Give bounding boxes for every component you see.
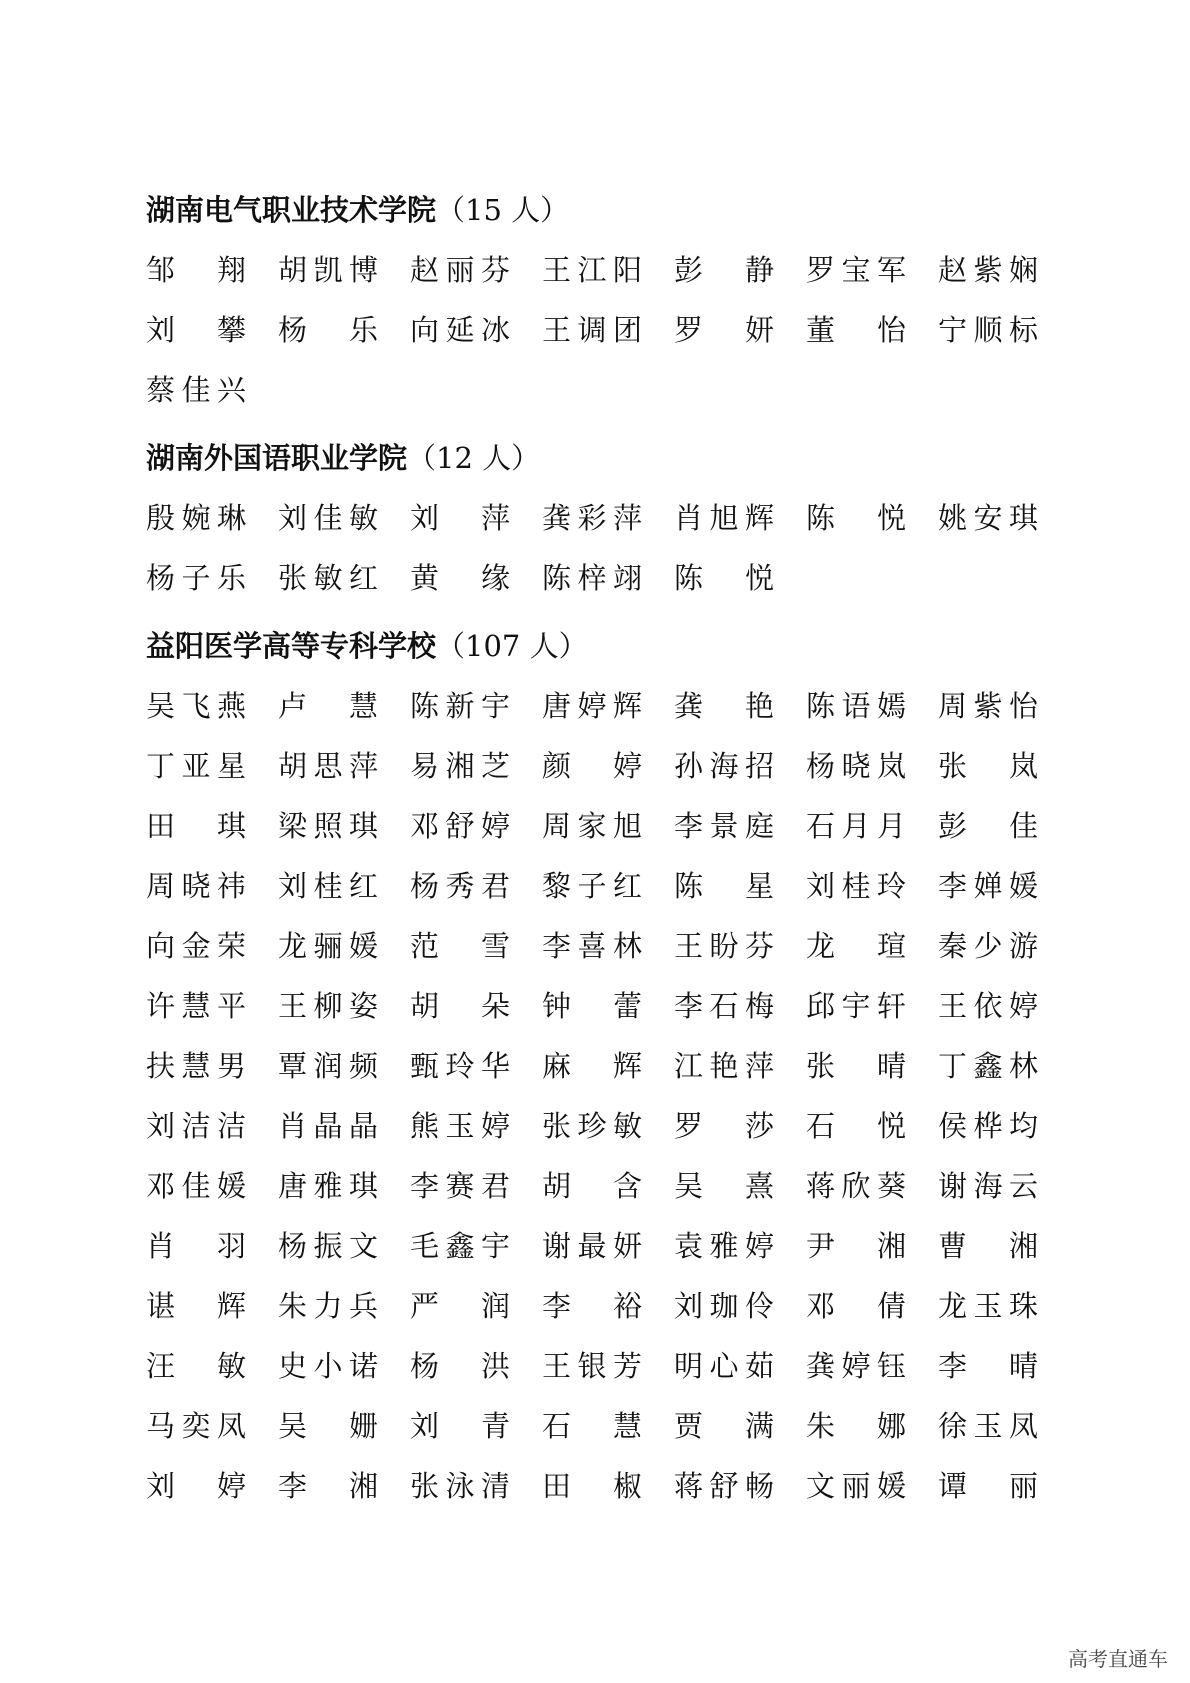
- student-name: 孙 海 招: [674, 749, 774, 783]
- student-name: 唐 雅 琪: [278, 1169, 378, 1203]
- student-name: 龙 玉 珠: [938, 1289, 1038, 1323]
- student-name: 徐 玉 凤: [938, 1409, 1038, 1443]
- student-name: 陈 梓 翊: [542, 561, 642, 595]
- student-name: 王 盼 芬: [674, 929, 774, 963]
- student-name: 尹 湘: [806, 1229, 906, 1263]
- student-name: 易 湘 芝: [410, 749, 510, 783]
- student-name: 罗 宝 军: [806, 253, 906, 287]
- student-name: 殷 婉 琳: [146, 501, 246, 535]
- student-name: 梁 照 琪: [278, 809, 378, 843]
- student-name: 李 裕: [542, 1289, 642, 1323]
- student-name: 史 小 诺: [278, 1349, 378, 1383]
- student-name: 王 柳 姿: [278, 989, 378, 1023]
- student-name: 江 艳 萍: [674, 1049, 774, 1083]
- student-name: 赵 紫 娴: [938, 253, 1038, 287]
- school-heading: [146, 428, 1046, 488]
- student-name: 李 赛 君: [410, 1169, 510, 1203]
- name-grid: [146, 676, 1046, 1516]
- student-name: 汪 敏: [146, 1349, 246, 1383]
- student-name: 石 悦: [806, 1109, 906, 1143]
- student-name: 丁 亚 星: [146, 749, 246, 783]
- student-name: 肖 晶 晶: [278, 1109, 378, 1143]
- student-name: 邓 倩: [806, 1289, 906, 1323]
- student-name: 胡 含: [542, 1169, 642, 1203]
- student-name: 石 月 月: [806, 809, 906, 843]
- student-name: 董 怡: [806, 313, 906, 347]
- student-name: 谢 海 云: [938, 1169, 1038, 1203]
- student-count: （12 人）: [407, 441, 541, 475]
- student-name: 李 石 梅: [674, 989, 774, 1023]
- student-name: 丁 鑫 林: [938, 1049, 1038, 1083]
- name-grid: [146, 240, 1046, 420]
- student-name: 彭 佳: [938, 809, 1038, 843]
- student-name: 熊 玉 婷: [410, 1109, 510, 1143]
- student-name: 黎 子 红: [542, 869, 642, 903]
- student-name: 刘 佳 敏: [278, 501, 378, 535]
- student-name: 胡 凯 博: [278, 253, 378, 287]
- student-name: 谢 最 妍: [542, 1229, 642, 1263]
- student-name: 向 金 荣: [146, 929, 246, 963]
- student-name: 文 丽 媛: [806, 1469, 906, 1503]
- student-name: 刘 洁 洁: [146, 1109, 246, 1143]
- student-name: 宁 顺 标: [938, 313, 1038, 347]
- student-name: 邹 翔: [146, 253, 246, 287]
- student-name: 李 晴: [938, 1349, 1038, 1383]
- student-name: 李 景 庭: [674, 809, 774, 843]
- school-section: [146, 428, 1046, 608]
- student-name: 谌 辉: [146, 1289, 246, 1323]
- student-name: 颜 婷: [542, 749, 642, 783]
- student-name: 刘 桂 红: [278, 869, 378, 903]
- student-name: 陈 悦: [806, 501, 906, 535]
- student-name: 肖 旭 辉: [674, 501, 774, 535]
- student-name: 王 调 团: [542, 313, 642, 347]
- student-name: 李 婵 媛: [938, 869, 1038, 903]
- school-heading: [146, 180, 1046, 240]
- student-name: 邱 宇 轩: [806, 989, 906, 1023]
- student-name: 杨 子 乐: [146, 561, 246, 595]
- student-name: 刘 攀: [146, 313, 246, 347]
- student-name: 周 晓 祎: [146, 869, 246, 903]
- student-name: 蔡 佳 兴: [146, 373, 246, 407]
- student-name: 唐 婷 辉: [542, 689, 642, 723]
- student-name: 陈 星: [674, 869, 774, 903]
- student-name: 明 心 茹: [674, 1349, 774, 1383]
- student-name: 李 湘: [278, 1469, 378, 1503]
- student-name: 邓 佳 媛: [146, 1169, 246, 1203]
- student-name: 秦 少 游: [938, 929, 1038, 963]
- student-name: 吴 熹: [674, 1169, 774, 1203]
- school-heading: [146, 616, 1046, 676]
- student-name: 刘 桂 玲: [806, 869, 906, 903]
- student-name: 张 岚: [938, 749, 1038, 783]
- student-name: 卢 慧: [278, 689, 378, 723]
- student-name: 刘 婷: [146, 1469, 246, 1503]
- student-name: 蒋 欣 葵: [806, 1169, 906, 1203]
- student-name: 龚 彩 萍: [542, 501, 642, 535]
- student-name: 李 喜 林: [542, 929, 642, 963]
- student-name: 朱 娜: [806, 1409, 906, 1443]
- student-name: 许 慧 平: [146, 989, 246, 1023]
- student-name: 谭 丽: [938, 1469, 1038, 1503]
- student-name: 肖 羽: [146, 1229, 246, 1263]
- student-name: 杨 秀 君: [410, 869, 510, 903]
- school-section: [146, 180, 1046, 420]
- student-name: 胡 朵: [410, 989, 510, 1023]
- student-name: 严 润: [410, 1289, 510, 1323]
- student-name: 王 依 婷: [938, 989, 1038, 1023]
- watermark-text: 高考直通车: [1068, 1647, 1168, 1671]
- student-name: 石 慧: [542, 1409, 642, 1443]
- student-name: 罗 莎: [674, 1109, 774, 1143]
- student-name: 罗 妍: [674, 313, 774, 347]
- student-name: 周 紫 怡: [938, 689, 1038, 723]
- student-name: 邓 舒 婷: [410, 809, 510, 843]
- student-name: 周 家 旭: [542, 809, 642, 843]
- student-name: 向 延 冰: [410, 313, 510, 347]
- student-name: 麻 辉: [542, 1049, 642, 1083]
- student-name: 袁 雅 婷: [674, 1229, 774, 1263]
- student-count: （15 人）: [436, 193, 570, 227]
- student-name: 张 珍 敏: [542, 1109, 642, 1143]
- student-name: 扶 慧 男: [146, 1049, 246, 1083]
- student-name: 杨 晓 岚: [806, 749, 906, 783]
- student-name: 马 奕 凤: [146, 1409, 246, 1443]
- student-name: 毛 鑫 宇: [410, 1229, 510, 1263]
- student-name: 张 敏 红: [278, 561, 378, 595]
- student-name: 范 雪: [410, 929, 510, 963]
- student-name: 杨 振 文: [278, 1229, 378, 1263]
- student-name: 龚 艳: [674, 689, 774, 723]
- student-name: 彭 静: [674, 253, 774, 287]
- student-name: 甄 玲 华: [410, 1049, 510, 1083]
- name-grid: [146, 488, 1046, 608]
- student-count: （107 人）: [436, 629, 588, 663]
- student-name: 朱 力 兵: [278, 1289, 378, 1323]
- student-name: 侯 桦 均: [938, 1109, 1038, 1143]
- school-section: [146, 616, 1046, 1516]
- student-name: 陈 语 嫣: [806, 689, 906, 723]
- student-name: 吴 姗: [278, 1409, 378, 1443]
- student-name: 覃 润 频: [278, 1049, 378, 1083]
- student-name: 田 琪: [146, 809, 246, 843]
- student-name: 张 泳 清: [410, 1469, 510, 1503]
- student-name: 龙 骊 媛: [278, 929, 378, 963]
- student-name: 钟 蕾: [542, 989, 642, 1023]
- school-name: 湖南外国语职业学院: [146, 441, 408, 475]
- student-name: 赵 丽 芬: [410, 253, 510, 287]
- student-name: 杨 洪: [410, 1349, 510, 1383]
- student-name: 刘 珈 伶: [674, 1289, 774, 1323]
- student-name: 贾 满: [674, 1409, 774, 1443]
- student-name: 刘 青: [410, 1409, 510, 1443]
- student-name: 蒋 舒 畅: [674, 1469, 774, 1503]
- student-name: 陈 新 宇: [410, 689, 510, 723]
- student-name: 王 江 阳: [542, 253, 642, 287]
- student-name: 陈 悦: [674, 561, 774, 595]
- student-name: 吴 飞 燕: [146, 689, 246, 723]
- student-name: 曹 湘: [938, 1229, 1038, 1263]
- school-name: 益阳医学高等专科学校: [146, 629, 437, 663]
- student-name: 王 银 芳: [542, 1349, 642, 1383]
- student-name: 龚 婷 钰: [806, 1349, 906, 1383]
- student-name: 龙 瑄: [806, 929, 906, 963]
- student-name: 刘 萍: [410, 501, 510, 535]
- student-name: 田 椒: [542, 1469, 642, 1503]
- student-name: 杨 乐: [278, 313, 378, 347]
- student-name: 胡 思 萍: [278, 749, 378, 783]
- document-body: [146, 180, 1046, 1524]
- student-name: 黄 缘: [410, 561, 510, 595]
- school-name: 湖南电气职业技术学院: [146, 193, 437, 227]
- student-name: 张 晴: [806, 1049, 906, 1083]
- student-name: 姚 安 琪: [938, 501, 1038, 535]
